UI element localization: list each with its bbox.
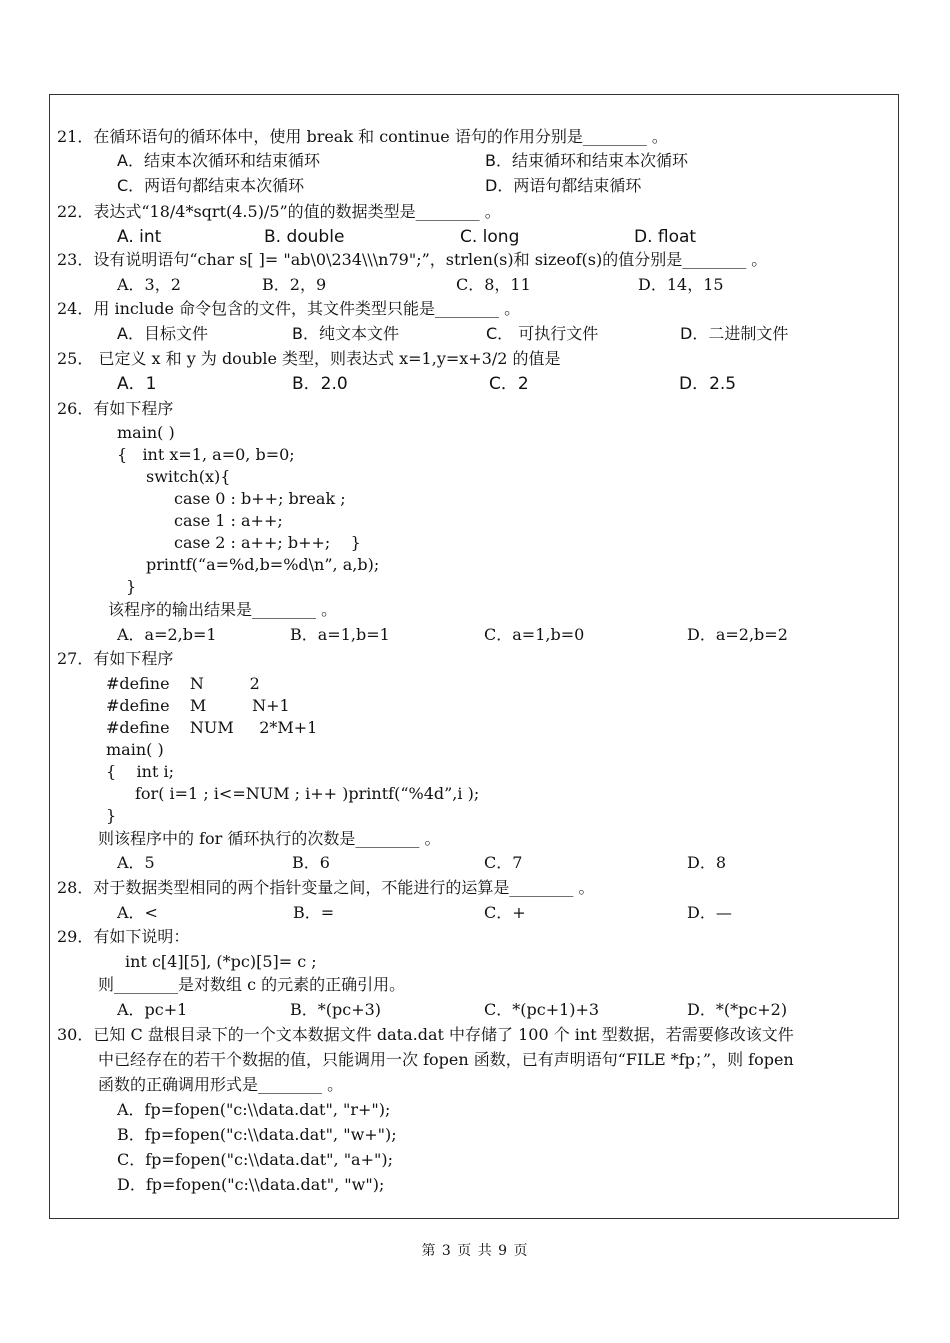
code-line: main( ) [106,740,164,759]
question-21: 21．在循环语句的循环体中，使用 break 和 continue 语句的作用分别是________ 。 [57,127,668,146]
option-28-a: A．< [117,903,158,922]
option-25-b: B．2.0 [292,374,348,394]
code-line: } [106,806,117,825]
question-23: 23．设有说明语句“char s[ ]= "ab\0\234\\\n79";”，strlen(s)和 sizeof(s)的值分别是________ 。 [57,250,768,269]
option-24-a: A．目标文件 [117,324,208,343]
option-21-a: A．结束本次循环和结束循环 [117,151,320,170]
option-28-d: D．— [687,903,732,922]
option-22-d: D. float [634,227,697,247]
option-29-b: B．*(pc+3) [290,1000,382,1019]
code-line: switch(x){ [146,467,231,486]
question-29-prompt: 则________是对数组 c 的元素的正确引用。 [98,975,406,994]
option-27-b: B．6 [292,853,330,872]
option-26-a: A．a=2,b=1 [117,625,217,644]
code-line: case 2 : a++; b++; } [174,533,361,552]
question-30-cont: 函数的正确调用形式是________ 。 [98,1075,344,1094]
option-25-c: C．2 [489,374,529,394]
option-28-b: B．= [293,903,335,922]
option-23-c: C．8，11 [456,275,531,294]
question-30: 30．已知 C 盘根目录下的一个文本数据文件 data.dat 中存储了 100 个 int 型数据，若需要修改该文件 [57,1025,794,1044]
code-line: } [126,577,137,596]
question-26-prompt: 该程序的输出结果是________ 。 [108,600,338,619]
code-line: case 1 : a++; [174,511,283,530]
option-26-b: B．a=1,b=1 [290,625,390,644]
option-22-a: A. int [117,227,162,247]
option-25-a: A．1 [117,374,157,394]
option-30-d: D．fp=fopen("c:\\data.dat", "w"); [117,1175,385,1194]
code-line: for( i=1 ; i<=NUM ; i++ )printf(“%4d”,i ); [135,784,480,803]
code-line: int c[4][5], (*pc)[5]= c ; [125,952,317,971]
option-21-d: D．两语句都结束循环 [485,176,642,195]
option-25-d: D．2.5 [679,374,737,394]
page-footer: 第 3 页 共 9 页 [421,1243,529,1259]
option-22-b: B. double [264,227,345,247]
code-line: case 0 : b++; break ; [174,489,346,508]
option-21-c: C．两语句都结束本次循环 [117,176,305,195]
option-26-c: C．a=1,b=0 [484,625,585,644]
question-29: 29．有如下说明： [57,927,190,946]
option-23-d: D．14，15 [638,275,724,294]
question-25: 25． 已定义 x 和 y 为 double 类型，则表达式 x=1,y=x+3/2 的值是 [57,349,561,368]
option-21-b: B．结束循环和结束本次循环 [485,151,688,170]
option-24-d: D．二进制文件 [680,324,789,343]
option-29-c: C．*(pc+1)+3 [484,1000,600,1019]
question-24: 24．用 include 命令包含的文件，其文件类型只能是________ 。 [57,299,521,318]
option-24-c: C． 可执行文件 [486,324,599,343]
option-26-d: D．a=2,b=2 [687,625,788,644]
option-27-d: D．8 [687,853,727,872]
option-23-a: A．3，2 [117,275,181,294]
question-27-prompt: 则该程序中的 for 循环执行的次数是________ 。 [98,829,441,848]
option-30-b: B．fp=fopen("c:\\data.dat", "w+"); [117,1125,397,1144]
option-30-c: C．fp=fopen("c:\\data.dat", "a+"); [117,1150,393,1169]
option-29-a: A．pc+1 [117,1000,188,1019]
option-27-c: C．7 [484,853,523,872]
code-line: printf(“a=%d,b=%d\n”, a,b); [146,555,380,574]
code-line: #define M N+1 [106,696,290,715]
code-line: { int x=1, a=0, b=0; [117,445,295,464]
question-22: 22．表达式“18/4*sqrt(4.5)/5”的值的数据类型是________ 。 [57,202,501,221]
option-29-d: D．*(*pc+2) [687,1000,788,1019]
code-line: #define NUM 2*M+1 [106,718,318,737]
question-30-cont: 中已经存在的若干个数据的值，只能调用一次 fopen 函数，已有声明语句“FILE *fp；”，则 fopen [98,1050,794,1069]
code-line: main( ) [117,423,175,442]
option-28-c: C．+ [484,903,526,922]
option-24-b: B．纯文本文件 [292,324,399,343]
option-22-c: C. long [460,227,520,247]
option-27-a: A．5 [117,853,155,872]
option-23-b: B．2，9 [262,275,327,294]
question-28: 28．对于数据类型相同的两个指针变量之间，不能进行的运算是________ 。 [57,878,595,897]
code-line: #define N 2 [106,674,260,693]
question-26: 26．有如下程序 [57,399,174,418]
question-27: 27．有如下程序 [57,649,174,668]
option-30-a: A．fp=fopen("c:\\data.dat", "r+"); [117,1100,391,1119]
code-line: { int i; [106,762,174,781]
